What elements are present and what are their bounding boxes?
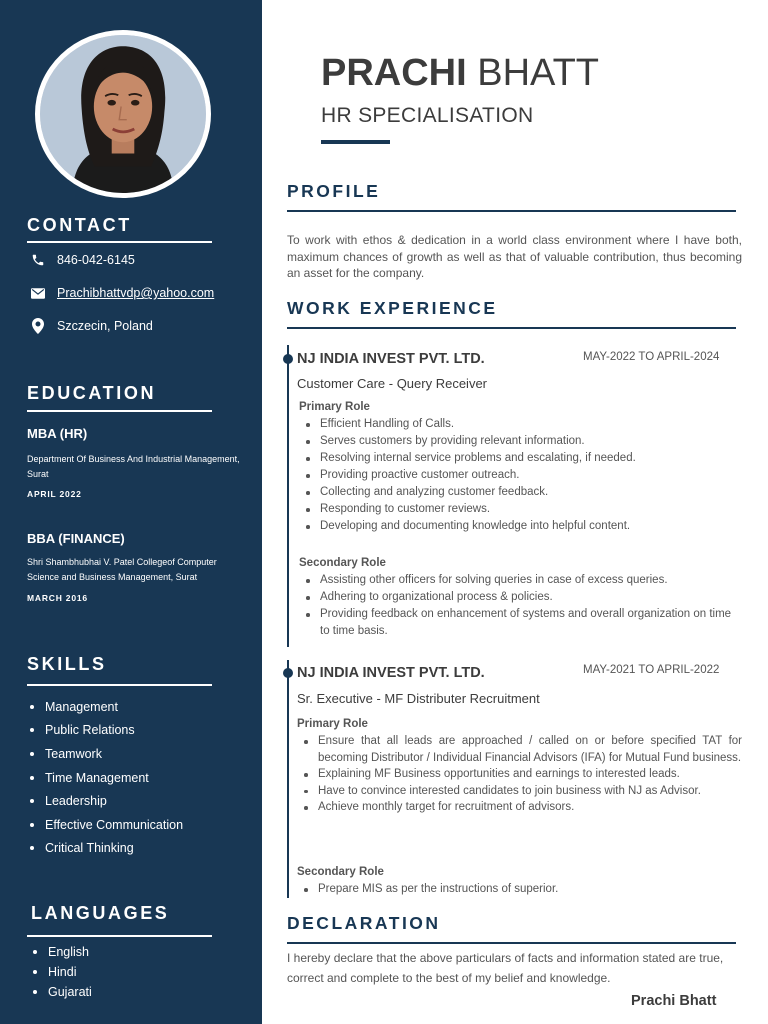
- list-item: Responding to customer reviews.: [320, 501, 750, 518]
- list-item: Serves customers by providing relevant information.: [320, 433, 750, 450]
- list-item: Ensure that all leads are approached / called on or before specified TAT for becoming Distributor / Individual Financial Advisors (IFA) for Mutual Fund business.: [318, 733, 742, 766]
- education-degree: MBA (HR): [27, 426, 88, 441]
- list-item: Providing proactive customer outreach.: [320, 467, 750, 484]
- list-item: Providing feedback on enhancement of systems and overall organization on time to time basis.: [320, 606, 743, 640]
- bullet-icon: [33, 970, 37, 974]
- sidebar: [0, 0, 262, 1024]
- skill-label: Management: [45, 699, 118, 714]
- mail-icon: [30, 285, 46, 301]
- list-item: [30, 742, 183, 766]
- list-item: Explaining MF Business opportunities and earnings to interested leads.: [318, 766, 742, 783]
- timeline-line: [287, 660, 289, 898]
- list-item: [30, 695, 183, 719]
- first-name: PRACHI: [321, 52, 467, 94]
- language-label: English: [48, 945, 89, 959]
- bullet-icon: [30, 823, 34, 827]
- job-position: Customer Care - Query Receiver: [297, 376, 487, 391]
- profile-divider: [287, 210, 736, 212]
- list-item: Resolving internal service problems and escalating, if needed.: [320, 450, 750, 467]
- skill-label: Effective Communication: [45, 817, 184, 832]
- skills-list: [30, 695, 183, 860]
- declaration-text: I hereby declare that the above particulars of facts and information stated are true, correct and complete to the best of my belief and knowledge.: [287, 951, 724, 985]
- location-pin-icon: [30, 318, 46, 334]
- list-item: Achieve monthly target for recruitment of advisors.: [318, 799, 742, 816]
- list-item: Developing and documenting knowledge into helpful content.: [320, 518, 750, 535]
- language-label: Gujarati: [48, 985, 92, 999]
- portrait-image: [40, 35, 206, 193]
- signature-name: Prachi Bhatt: [631, 993, 717, 1009]
- bullet-icon: [30, 752, 34, 756]
- languages-list: [33, 942, 92, 1002]
- timeline-line: [287, 345, 289, 647]
- title-accent-bar: [321, 140, 390, 144]
- skill-label: Public Relations: [45, 723, 135, 738]
- list-item: [30, 837, 183, 861]
- language-label: Hindi: [48, 965, 77, 979]
- list-item: Have to convince interested candidates to join business with NJ as Advisor.: [318, 783, 742, 800]
- location-text: Szczecin, Poland: [57, 319, 153, 333]
- job-period: MAY-2021 TO APRIL-2022: [583, 664, 720, 676]
- timeline-dot: [283, 668, 293, 678]
- primary-role-list: [318, 733, 742, 816]
- bullet-icon: [33, 950, 37, 954]
- languages-divider: [27, 935, 212, 937]
- list-item: [30, 789, 183, 813]
- list-item: [33, 982, 92, 1002]
- company-name: NJ INDIA INVEST PVT. LTD.: [297, 351, 485, 367]
- role-heading: Secondary Role: [299, 557, 386, 569]
- phone-icon: [30, 252, 46, 268]
- job-title: HR SPECIALISATION: [321, 104, 534, 127]
- skill-label: Teamwork: [45, 746, 102, 761]
- phone-number: 846-042-6145: [57, 253, 135, 267]
- work-experience-heading: WORK EXPERIENCE: [287, 298, 498, 318]
- list-item: [30, 813, 183, 837]
- contact-location: [30, 318, 153, 334]
- full-name: [321, 52, 599, 95]
- email-link[interactable]: Prachibhattvdp@yahoo.com: [57, 286, 215, 300]
- primary-role-list: [320, 416, 750, 535]
- list-item: Collecting and analyzing customer feedback.: [320, 484, 750, 501]
- list-item: [33, 942, 92, 962]
- contact-heading: CONTACT: [27, 215, 132, 235]
- job-position: Sr. Executive - MF Distributer Recruitment: [297, 691, 540, 706]
- contact-phone: [30, 252, 135, 268]
- role-heading: Primary Role: [299, 401, 370, 413]
- role-heading: Primary Role: [297, 718, 368, 730]
- role-heading: Secondary Role: [297, 866, 384, 878]
- contact-email: [30, 285, 214, 301]
- bullet-icon: [30, 705, 34, 709]
- profile-heading: PROFILE: [287, 181, 381, 201]
- bullet-icon: [30, 799, 34, 803]
- secondary-role-list: [318, 881, 742, 898]
- company-name: NJ INDIA INVEST PVT. LTD.: [297, 665, 485, 681]
- list-item: Adhering to organizational process & policies.: [320, 589, 743, 606]
- contact-divider: [27, 241, 212, 243]
- skills-divider: [27, 684, 212, 686]
- profile-text: To work with ethos & dedication in a world class environment where I have both, maximum chances of growth as well as that of valuable contribution, thus becoming an asset for the company.: [287, 233, 742, 280]
- list-item: [33, 962, 92, 982]
- education-degree: BBA (FINANCE): [27, 531, 125, 546]
- timeline-dot: [283, 354, 293, 364]
- profile-photo: [35, 30, 211, 198]
- list-item: [30, 766, 183, 790]
- bullet-icon: [30, 728, 34, 732]
- skill-label: Leadership: [45, 794, 107, 809]
- declaration-divider: [287, 942, 736, 944]
- last-name: BHATT: [477, 52, 599, 94]
- education-date: MARCH 2016: [27, 593, 88, 603]
- education-date: APRIL 2022: [27, 489, 82, 499]
- bullet-icon: [30, 846, 34, 850]
- bullet-icon: [30, 776, 34, 780]
- bullet-icon: [33, 990, 37, 994]
- languages-heading: LANGUAGES: [31, 903, 170, 923]
- list-item: Assisting other officers for solving queries in case of excess queries.: [320, 572, 743, 589]
- declaration-heading: DECLARATION: [287, 913, 441, 933]
- list-item: [30, 719, 183, 743]
- education-institution: Department Of Business And Industrial Management, Surat: [27, 454, 240, 479]
- secondary-role-list: [320, 572, 743, 640]
- skill-label: Time Management: [45, 770, 149, 785]
- list-item: Efficient Handling of Calls.: [320, 416, 750, 433]
- education-institution: Shri Shambhubhai V. Patel Collegeof Computer Science and Business Management, Surat: [27, 557, 217, 582]
- education-divider: [27, 410, 212, 412]
- education-heading: EDUCATION: [27, 383, 157, 403]
- work-experience-divider: [287, 327, 736, 329]
- list-item: Prepare MIS as per the instructions of superior.: [318, 881, 742, 898]
- skills-heading: SKILLS: [27, 654, 107, 674]
- job-period: MAY-2022 TO APRIL-2024: [583, 351, 720, 363]
- skill-label: Critical Thinking: [45, 841, 134, 856]
